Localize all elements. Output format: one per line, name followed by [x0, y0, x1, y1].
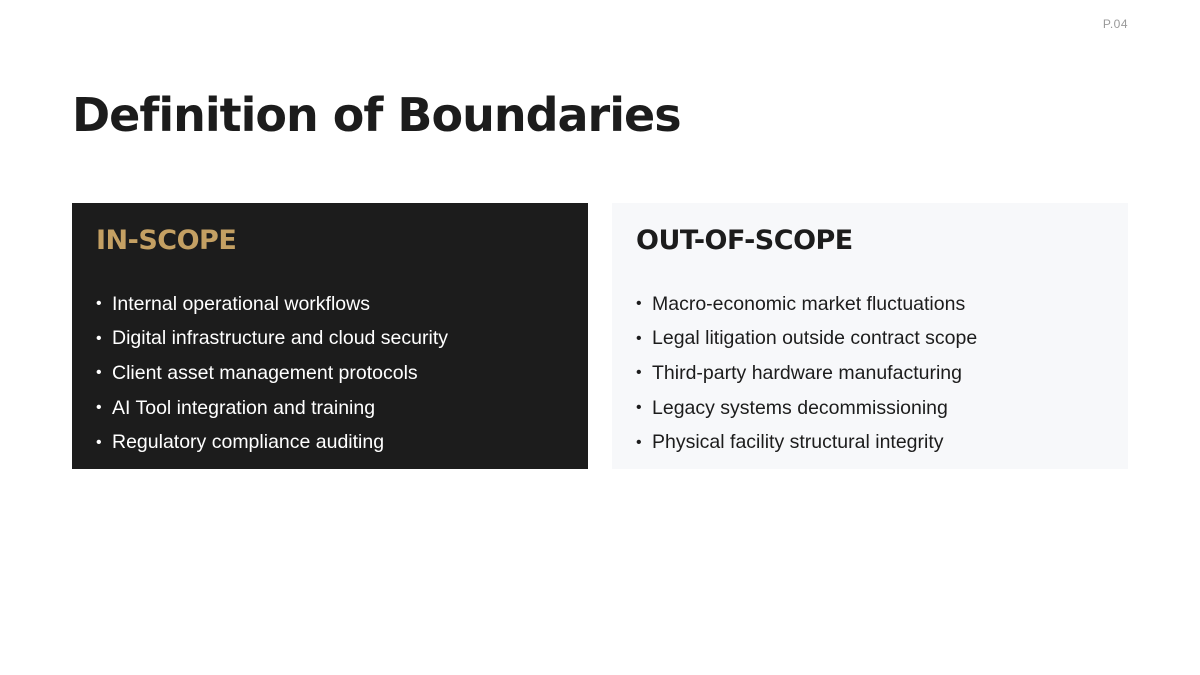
list-item-text: Physical facility structural integrity	[652, 431, 944, 454]
bullet-icon: •	[636, 329, 642, 347]
list-item	[636, 322, 1104, 357]
list-item-text: Internal operational workflows	[112, 292, 370, 315]
list-item	[636, 391, 1104, 426]
bullet-icon: •	[636, 399, 642, 417]
bullet-icon: •	[636, 364, 642, 382]
page-number: P.04	[1102, 17, 1128, 31]
bullet-icon: •	[96, 295, 102, 313]
list-item	[636, 287, 1104, 322]
list-item-text: Macro-economic market fluctuations	[652, 292, 966, 315]
out-of-scope-heading: OUT-OF-SCOPE	[636, 225, 853, 256]
list-item-text: Legacy systems decommissioning	[652, 396, 948, 419]
list-item-text: AI Tool integration and training	[112, 396, 376, 419]
list-item-text: Regulatory compliance auditing	[112, 431, 385, 454]
list-item	[96, 287, 564, 322]
bullet-icon: •	[636, 295, 642, 313]
list-item	[96, 391, 564, 426]
list-item	[636, 425, 1104, 460]
list-item-text: Client asset management protocols	[112, 361, 418, 384]
list-item-text: Third-party hardware manufacturing	[652, 361, 962, 384]
list-item-text: Digital infrastructure and cloud security	[112, 327, 448, 350]
in-scope-heading: IN-SCOPE	[96, 225, 237, 256]
bullet-icon: •	[96, 364, 102, 382]
bullet-icon: •	[96, 433, 102, 451]
out-of-scope-list	[636, 287, 1104, 460]
list-item	[96, 322, 564, 357]
bullet-icon: •	[96, 329, 102, 347]
list-item-text: Legal litigation outside contract scope	[652, 327, 978, 350]
list-item	[96, 356, 564, 391]
in-scope-list	[96, 287, 564, 460]
out-of-scope-panel	[612, 203, 1128, 469]
list-item	[96, 425, 564, 460]
bullet-icon: •	[636, 433, 642, 451]
bullet-icon: •	[96, 399, 102, 417]
in-scope-panel	[72, 203, 588, 469]
list-item	[636, 356, 1104, 391]
page-title: Definition of Boundaries	[72, 88, 681, 142]
